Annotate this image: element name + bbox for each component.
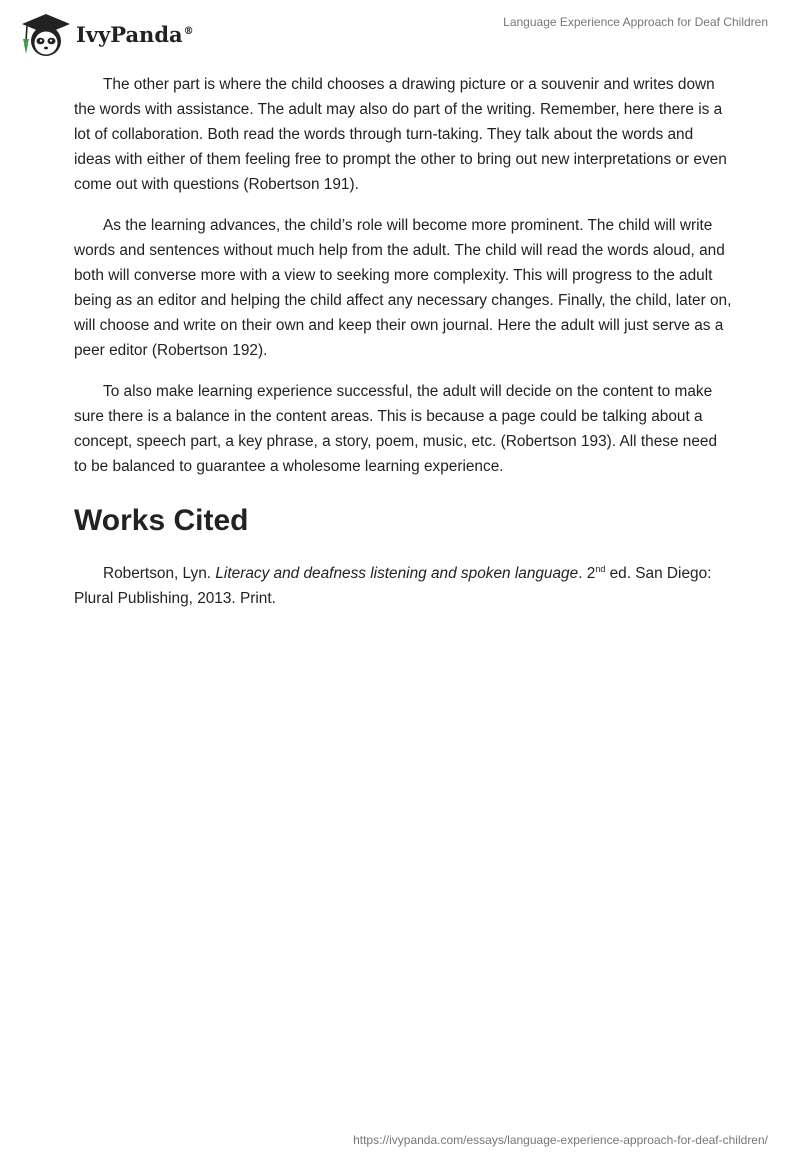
running-head-title: Language Experience Approach for Deaf Children [503,15,768,29]
citation-publication: ed. San Diego: Plural Publishing, 2013. Print. [74,565,712,607]
citation-edition-number: 2 [586,565,596,582]
citation-author: Robertson, Lyn. [103,565,212,582]
works-cited-heading: Works Cited [74,504,249,537]
body-paragraph-1: The other part is where the child chooses a drawing picture or a souvenir and writes down the words with assistance. The adult may also do part of the writing. Remember, here there is a lot of collaboration. Both read the words through turn-taking. They talk about the words and ideas with either of them feeling free to prompt the other to bring out new interpretations or even come out with questions (Robertson 191). [74,76,727,193]
brand-name: IvyPanda® [76,21,194,47]
registered-mark: ® [183,25,194,37]
panda-graduate-icon [14,8,74,58]
citation-entry: Robertson, Lyn. Literacy and deafness listening and spoken language. 2nd ed. San Diego: Plural Publishing, 2013. Print. [74,563,712,607]
brand-logo[interactable] [14,8,194,58]
footer-source-url[interactable]: https://ivypanda.com/essays/language-experience-approach-for-deaf-children/ [353,1133,768,1147]
essay-body [74,72,734,611]
body-paragraph-3: To also make learning experience successful, the adult will decide on the content to make sure there is a balance in the content areas. This is because a page could be talking about a concept, speech part, a key phrase, a story, poem, music, etc. (Robertson 193). All these need to be balanced to guarantee a wholesome learning experience. [74,383,718,475]
body-paragraph-2: As the learning advances, the child’s role will become more prominent. The child will write words and sentences without much help from the adult. The child will read the words aloud, and both will converse more with a view to seeking more complexity. This will progress to the adult being as an editor and helping the child affect any necessary changes. Finally, the child, later on, will choose and write on their own and keep their own journal. Here the adult will just serve as a peer editor (Robertson 192). [74,217,732,359]
citation-title: Literacy and deafness listening and spoken language [215,565,579,582]
citation-edition-suffix: nd [595,563,606,574]
